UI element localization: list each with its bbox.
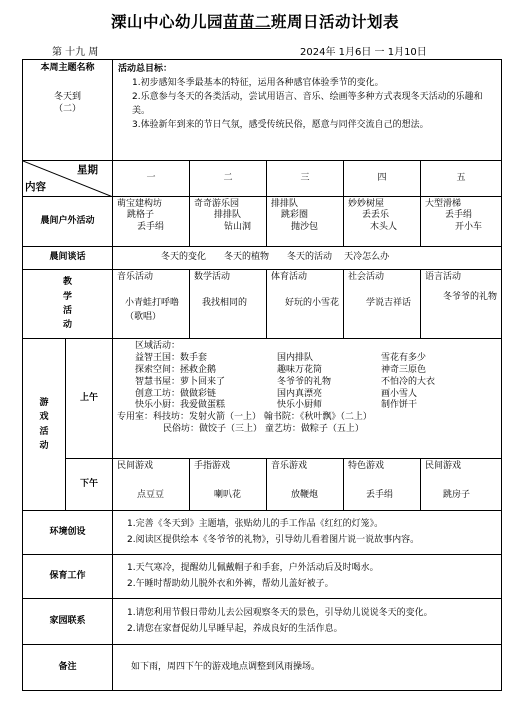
week-day-label: 星期 bbox=[77, 164, 99, 176]
area-title: 区域活动： bbox=[135, 341, 181, 351]
talk-cell bbox=[113, 247, 502, 270]
talk-topic: 冬天的活动 bbox=[287, 252, 333, 263]
afternoon-cell-fri bbox=[421, 459, 502, 511]
goal-item: 3.体验新年到来的节日气氛，感受传统民俗，愿意与同伴交流自己的想法。 bbox=[132, 119, 429, 130]
area-activity: 神奇三原色 bbox=[381, 364, 427, 375]
afternoon-type: 民间游戏 bbox=[425, 461, 462, 471]
outdoor-cell-thu bbox=[344, 197, 421, 247]
care-label: 保育工作 bbox=[23, 555, 113, 599]
outdoor-label: 晨间户外活动 bbox=[23, 197, 113, 247]
environment-item: 2.阅读区提供绘本《冬爷爷的礼物》，引导幼儿看着图片说一说故事内容。 bbox=[127, 534, 420, 545]
area-activity: 雪花有多少 bbox=[381, 352, 427, 363]
special-rooms-1: 专用室：科技坊：发射火箭（一上） 翰书院：《秋叶飘》（二上） bbox=[117, 412, 372, 423]
outdoor-area: 奇奇游乐园 bbox=[194, 199, 240, 209]
notes-text: 如下雨，周四下午的游戏地点调整到风雨操场。 bbox=[131, 661, 321, 672]
family-cell bbox=[113, 599, 502, 645]
area-row bbox=[135, 365, 497, 377]
week-label: 第 十九 周 bbox=[52, 47, 99, 58]
outdoor-area: 排排队 bbox=[271, 199, 299, 209]
teaching-content: 学说吉祥话 bbox=[366, 298, 412, 309]
area-activity: 不怕冷的大衣 bbox=[381, 376, 436, 387]
outdoor-activity: 抛沙包 bbox=[291, 221, 319, 232]
game-label: 游戏活动 bbox=[39, 397, 49, 451]
afternoon-cell-tue bbox=[190, 459, 267, 511]
special-rooms-2: 民俗坊：做饺子（三上） 童艺坊：做粽子（五上） bbox=[163, 424, 364, 435]
care-item: 2.午睡时帮助幼儿脱外衣和外裤，帮幼儿盖好被子。 bbox=[127, 578, 334, 589]
family-item: 1.请您利用节假日带幼儿去公园观察冬天的景色，引导幼儿说说冬天的变化。 bbox=[127, 608, 433, 619]
afternoon-content: 喇叭花 bbox=[214, 490, 242, 501]
area-activities-cell bbox=[113, 339, 502, 459]
teaching-type: 社会活动 bbox=[348, 272, 385, 282]
day-tue: 二 bbox=[190, 161, 267, 197]
area-activity: 智慧书屋：萝卜回来了 bbox=[135, 376, 226, 387]
page-title bbox=[0, 10, 510, 32]
outdoor-activity: 丢丢乐 bbox=[362, 210, 390, 221]
family-label: 家园联系 bbox=[23, 599, 113, 645]
care-cell bbox=[113, 555, 502, 599]
area-activity: 制作饼干 bbox=[381, 400, 418, 411]
afternoon-label: 下午 bbox=[66, 459, 113, 511]
area-list bbox=[135, 353, 497, 412]
environment-cell bbox=[113, 511, 502, 555]
area-activity: 冬爷爷的礼物 bbox=[277, 376, 332, 387]
day-fri: 五 bbox=[421, 161, 502, 197]
outdoor-area: 妙妙树屋 bbox=[348, 199, 385, 209]
theme-part: （二） bbox=[54, 103, 82, 114]
day-header-corner bbox=[23, 161, 113, 197]
outdoor-activity: 跳格子 bbox=[127, 210, 155, 221]
area-activity: 创意工坊：做做彩链 bbox=[135, 388, 217, 399]
theme-cell bbox=[23, 60, 113, 161]
afternoon-content: 丢手绢 bbox=[366, 490, 394, 501]
afternoon-content: 跳房子 bbox=[443, 490, 471, 501]
area-row bbox=[135, 400, 497, 412]
outdoor-activity: 开小车 bbox=[455, 221, 483, 232]
afternoon-type: 民间游戏 bbox=[117, 461, 154, 471]
teaching-content: 好玩的小雪花 bbox=[285, 298, 340, 309]
teaching-cell-tue bbox=[190, 270, 267, 339]
content-label: 内容 bbox=[25, 180, 46, 193]
afternoon-type: 特色游戏 bbox=[348, 461, 385, 471]
teaching-cell-wed bbox=[267, 270, 344, 339]
goal-item: 2.乐意参与冬天的各类活动，尝试用语言、音乐、绘画等多种方式表现冬天活动的乐趣和美。 bbox=[132, 91, 483, 116]
class-name: 苗苗二 bbox=[222, 13, 271, 31]
goal-item: 1.初步感知冬季最基本的特征，运用各种感官体验季节的变化。 bbox=[132, 77, 384, 88]
day-wed: 三 bbox=[267, 161, 344, 197]
outdoor-activity: 钻山洞 bbox=[224, 221, 252, 232]
family-item: 2.请您在家督促幼儿早睡早起，养成良好的生活作息。 bbox=[127, 623, 343, 634]
outdoor-activity: 丢手绢 bbox=[445, 210, 473, 221]
teaching-type: 语言活动 bbox=[425, 272, 462, 282]
theme-label: 本周主题名称 bbox=[40, 63, 95, 73]
talk-topic: 冬天的变化 bbox=[161, 252, 207, 263]
outdoor-area: 大型滑梯 bbox=[425, 199, 462, 209]
game-label-cell bbox=[23, 339, 66, 511]
outdoor-cell-wed bbox=[267, 197, 344, 247]
title-suffix: 班周日活动计划表 bbox=[271, 13, 400, 31]
area-activity: 国内排队 bbox=[277, 352, 314, 363]
theme-name: 冬天到 bbox=[54, 92, 82, 103]
teaching-content: 小青蛙打呼噜（歌唱） bbox=[125, 298, 180, 322]
area-activity: 益智王国：数手套 bbox=[135, 352, 208, 363]
kindergarten-name: 溧山中心幼儿园 bbox=[110, 13, 223, 31]
teaching-cell-mon bbox=[113, 270, 190, 339]
outdoor-area: 萌宝建构坊 bbox=[117, 199, 163, 209]
goals-label: 活动总目标： bbox=[118, 64, 173, 74]
date-range: 2024年 1月6日 一 1月10日 bbox=[300, 47, 427, 58]
outdoor-cell-tue bbox=[190, 197, 267, 247]
day-thu: 四 bbox=[344, 161, 421, 197]
area-activity: 快乐小厨师 bbox=[277, 400, 323, 411]
outdoor-activity: 丢手绢 bbox=[137, 221, 165, 232]
afternoon-cell-thu bbox=[344, 459, 421, 511]
goals-cell bbox=[113, 60, 502, 161]
teaching-cell-thu bbox=[344, 270, 421, 339]
afternoon-type: 音乐游戏 bbox=[271, 461, 308, 471]
afternoon-content: 点豆豆 bbox=[137, 490, 165, 501]
day-mon: 一 bbox=[113, 161, 190, 197]
teaching-type: 音乐活动 bbox=[117, 272, 154, 282]
outdoor-activity: 木头人 bbox=[370, 221, 398, 232]
care-item: 1.天气寒冷，提醒幼儿佩戴帽子和手套，户外活动后及时喝水。 bbox=[127, 563, 379, 574]
outdoor-activity: 跳彩圈 bbox=[281, 210, 309, 221]
afternoon-type: 手指游戏 bbox=[194, 461, 231, 471]
teaching-content: 冬爷爷的礼物 bbox=[443, 292, 498, 303]
notes-label: 备注 bbox=[23, 645, 113, 691]
teaching-type: 体育活动 bbox=[271, 272, 308, 282]
area-activity: 快乐小厨：我爱做蛋糕 bbox=[135, 400, 226, 411]
afternoon-cell-mon bbox=[113, 459, 190, 511]
outdoor-cell-fri bbox=[421, 197, 502, 247]
area-activity: 探索空间：拯救企鹅 bbox=[135, 364, 217, 375]
morning-label: 上午 bbox=[66, 339, 113, 459]
teaching-type: 数学活动 bbox=[194, 272, 231, 282]
teaching-cell-fri bbox=[421, 270, 502, 339]
area-activity: 趣味万花筒 bbox=[277, 364, 323, 375]
notes-cell bbox=[113, 645, 502, 691]
talk-label: 晨间谈话 bbox=[23, 247, 113, 270]
afternoon-cell-wed bbox=[267, 459, 344, 511]
environment-label: 环境创设 bbox=[23, 511, 113, 555]
afternoon-content: 放鞭炮 bbox=[291, 490, 319, 501]
teaching-label-cell bbox=[23, 270, 113, 339]
outdoor-cell-mon bbox=[113, 197, 190, 247]
area-row bbox=[135, 353, 497, 365]
area-row bbox=[135, 389, 497, 401]
weekly-plan-table bbox=[22, 59, 502, 691]
environment-item: 1.完善《冬天到》主题墙，张贴幼儿的手工作品《红红的灯笼》。 bbox=[127, 519, 384, 530]
talk-topic: 天冷怎么办 bbox=[344, 252, 390, 263]
area-activity: 画小雪人 bbox=[381, 388, 418, 399]
teaching-label: 教学活动 bbox=[62, 277, 72, 331]
outdoor-activity: 排排队 bbox=[214, 210, 242, 221]
talk-topic: 冬天的植物 bbox=[224, 252, 270, 263]
area-activity: 国内真漂亮 bbox=[277, 388, 323, 399]
area-row bbox=[135, 377, 497, 389]
teaching-content: 我找相同的 bbox=[202, 298, 248, 309]
